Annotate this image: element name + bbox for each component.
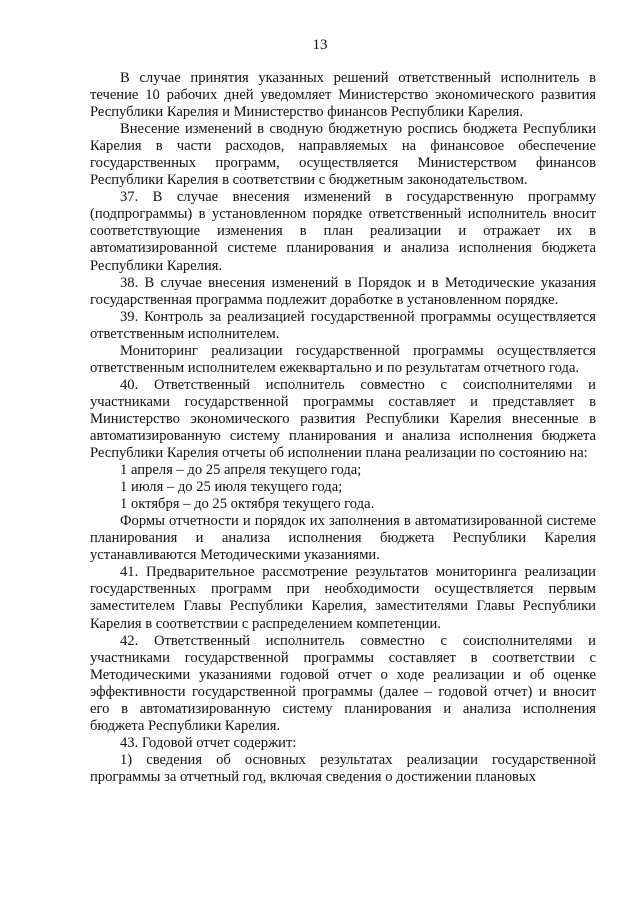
paragraph-38: 38. В случае внесения изменений в Порядок и в Методические указания государственная программа подлежит доработке в установленном порядке.: [90, 274, 596, 308]
paragraph-37: 37. В случае внесения изменений в государственную программу (подпрограммы) в установленном порядке ответственный исполнитель вносит соответствующие изменения в план реализации и отражает их в автоматизированной системе планирования и анализа исполнения бюджета Республики Карелия.: [90, 189, 596, 274]
deadline-april: 1 апреля – до 25 апреля текущего года;: [120, 462, 362, 479]
paragraph-report-forms: Формы отчетности и порядок их заполнения в автоматизированной системе планирования и анализа исполнения бюджета Республики Карелия устанавливаются Методическими указаниями.: [90, 513, 596, 564]
paragraph-43: 43. Годовой отчет содержит:: [120, 734, 297, 751]
paragraph-42: 42. Ответственный исполнитель совместно с соисполнителями и участниками государственной программы составляет в соответствии с Методическими указаниями годовой отчет о ходе реализации и об оценке эффективности государственной программы (далее – годовой отчет) и вносит его в автоматизированную систему планирования и анализа исполнения бюджета Республики Карелия.: [90, 632, 596, 734]
paragraph-notification: В случае принятия указанных решений ответственный исполнитель в течение 10 рабочих дней уведомляет Министерство экономического развития Республики Карелия и Министерство финансов Республики Карелия.: [90, 70, 596, 121]
document-body: [90, 70, 596, 786]
deadline-july: 1 июля – до 25 июля текущего года;: [120, 479, 343, 496]
paragraph-39: 39. Контроль за реализацией государственной программы осуществляется ответственным исполнителем.: [90, 308, 596, 342]
paragraph-budget-changes: Внесение изменений в сводную бюджетную роспись бюджета Республики Карелия в части расходов, направляемых на финансовое обеспечение государственных программ, осуществляется Министерством финансов Республики Карелия в соответствии с бюджетным законодательством.: [90, 121, 596, 189]
paragraph-monitoring: Мониторинг реализации государственной программы осуществляется ответственным исполнителем ежеквартально и по результатам отчетного года.: [90, 342, 596, 376]
paragraph-40: 40. Ответственный исполнитель совместно с соисполнителями и участниками государственной программы составляет и представляет в Министерство экономического развития Республики Карелия внесенные в автоматизированную систему планирования и анализа исполнения бюджета Республики Карелия отчеты об исполнении плана реализации по состоянию на:: [90, 376, 596, 462]
deadline-october: 1 октября – до 25 октября текущего года.: [120, 496, 375, 513]
paragraph-43-item-1: 1) сведения об основных результатах реализации государственной программы за отчетный год, включая сведения о достижении плановых: [90, 751, 596, 785]
page-number: 13: [312, 37, 328, 53]
paragraph-41: 41. Предварительное рассмотрение результатов мониторинга реализации государственных программ при необходимости осуществляется первым заместителем Главы Республики Карелия, заместителями Главы Республики Карелия в соответствии с распределением компетенции.: [90, 564, 596, 632]
